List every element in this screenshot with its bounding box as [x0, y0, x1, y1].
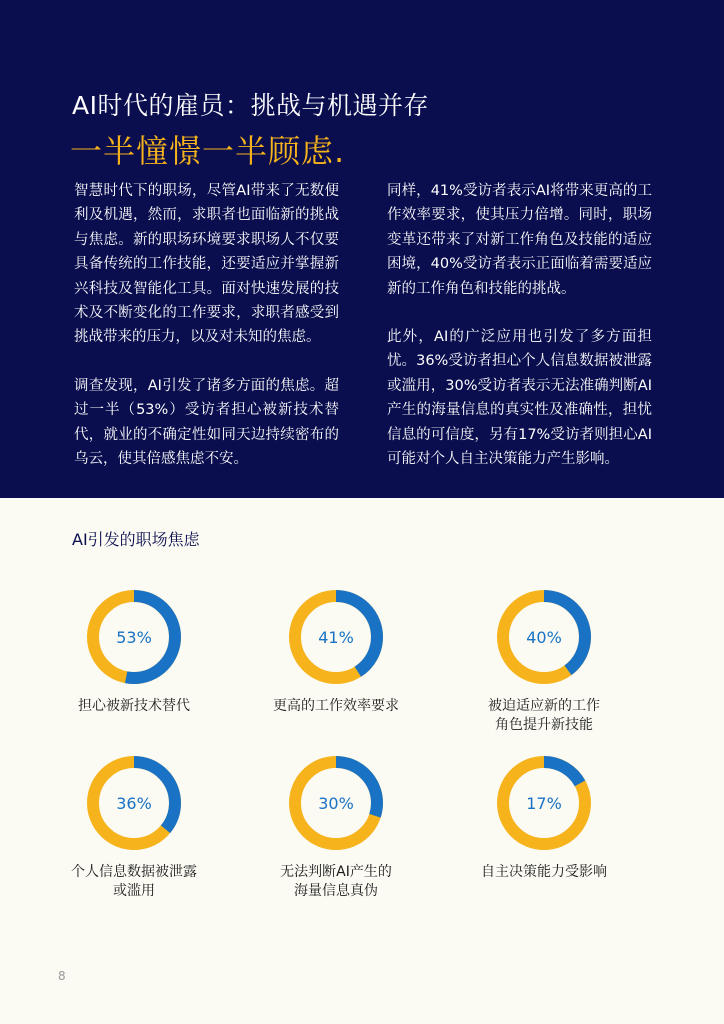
page-heading: AI时代的雇员：挑战与机遇并存 [72, 91, 429, 120]
donut-item [24, 753, 244, 901]
donut-chart [494, 753, 594, 853]
donut-category-label: 担心被新技术替代 [78, 698, 190, 714]
page-headline: 一半憧憬一半顾虑. [70, 132, 346, 170]
donut-chart [494, 587, 594, 687]
donut-item [226, 753, 446, 901]
donut-category-label: 被迫适应新的工作 角色提升新技能 [488, 698, 600, 733]
donut-item [226, 587, 446, 716]
donut-item [24, 587, 244, 716]
donut-value-label: 40% [526, 628, 562, 647]
donut-category-label: 自主决策能力受影响 [481, 864, 607, 880]
paragraph: 智慧时代下的职场，尽管AI带来了无数便利及机遇，然而，求职者也面临新的挑战与焦虑。新的职场环境要求职场人不仅要具备传统的工作技能，还要适应并掌握新兴科技及智能化工具。面对快速发展的技术及不断变化的工作要求，求职者感受到挑战带来的压力，以及对未知的焦虑。 [74, 183, 339, 346]
donut-chart [84, 753, 184, 853]
donut-value-label: 53% [116, 628, 152, 647]
donut-category-label: 更高的工作效率要求 [273, 698, 399, 714]
donut-value-label: 17% [526, 794, 562, 813]
donut-chart [84, 587, 184, 687]
donut-chart [286, 587, 386, 687]
chart-title: AI引发的职场焦虑 [72, 530, 200, 549]
donut-item [434, 587, 654, 735]
donut-value-label: 41% [318, 628, 354, 647]
paragraph: 调查发现，AI引发了诸多方面的焦虑。超过一半（53%）受访者担心被新技术替代，就业的不确定性如同天边持续密布的乌云，使其倍感焦虑不安。 [74, 377, 339, 468]
donut-item [434, 753, 654, 882]
page-number: 8 [58, 969, 66, 983]
donut-value-label: 36% [116, 794, 152, 813]
donut-chart [286, 753, 386, 853]
paragraph: 此外，AI的广泛应用也引发了多方面担忧。36%受访者担心个人信息数据被泄露或滥用，30%受访者表示无法准确判断AI产生的海量信息的真实性及准确性，担忧信息的可信度，另有17%受访者则担心AI可能对个人自主决策能力产生影响。 [387, 329, 652, 468]
paragraph: 同样，41%受访者表示AI将带来更高的工作效率要求，使其压力倍增。同时，职场变革还带来了对新工作角色及技能的适应困境，40%受访者表示正面临着需要适应新的工作角色和技能的挑战。 [387, 183, 652, 297]
donut-value-label: 30% [318, 794, 354, 813]
donut-category-label: 个人信息数据被泄露 或滥用 [71, 864, 197, 899]
donut-category-label: 无法判断AI产生的 海量信息真伪 [280, 864, 392, 899]
